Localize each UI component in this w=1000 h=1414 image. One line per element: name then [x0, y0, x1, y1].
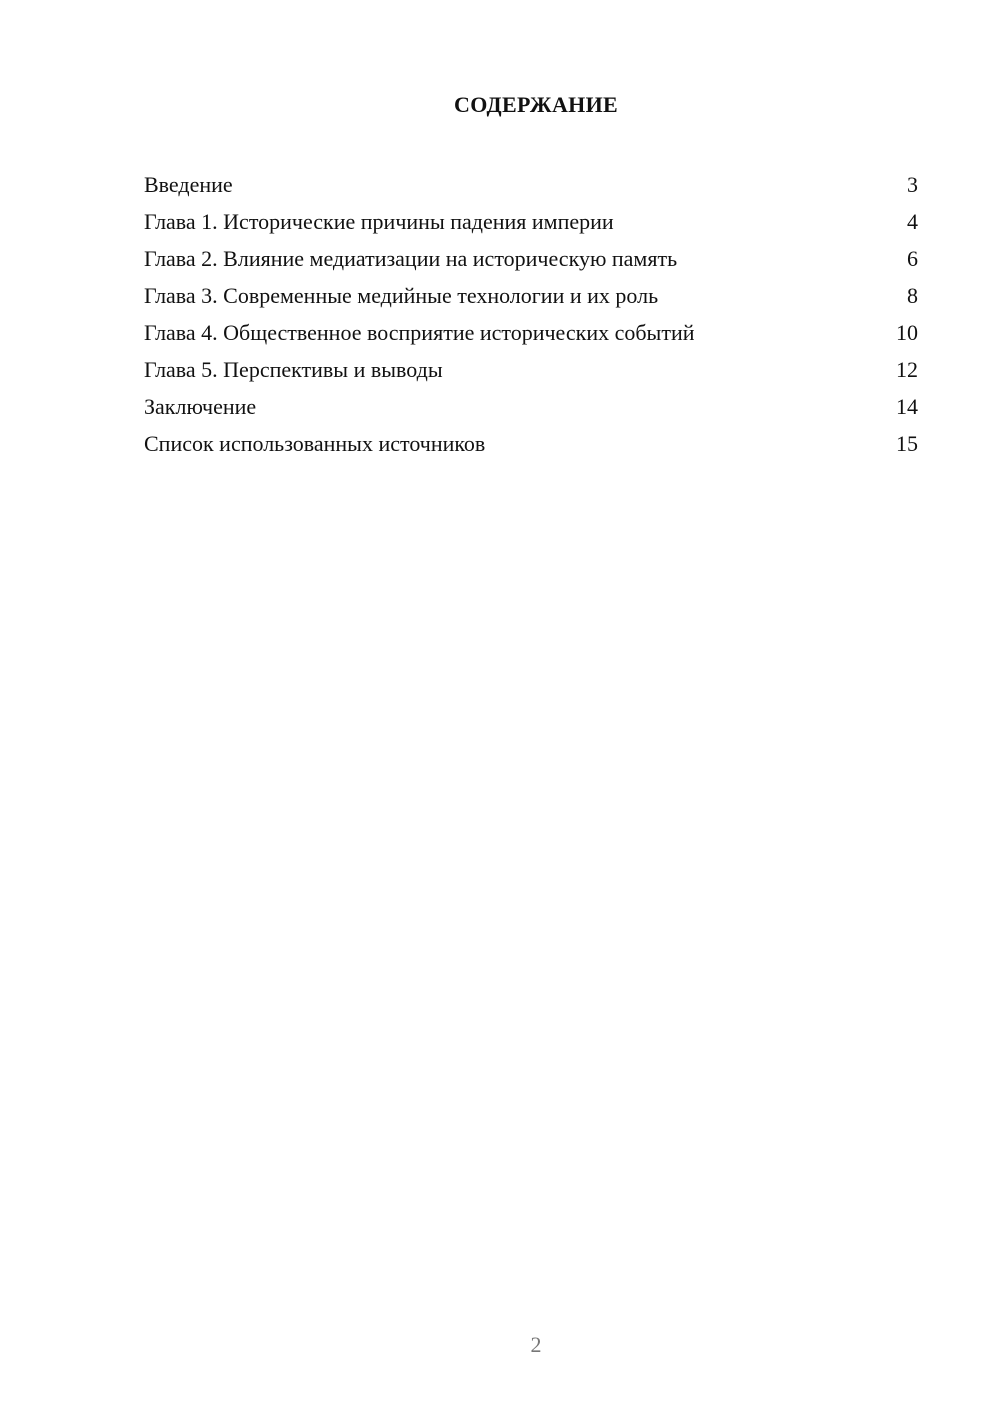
toc-entry-title: Глава 1. Исторические причины падения империи — [144, 209, 614, 234]
toc-entry-page: 10 — [896, 320, 918, 345]
toc-entry-page: 12 — [896, 357, 918, 382]
toc-entry-title: Заключение — [144, 394, 257, 419]
toc-entry-chapter-2 — [144, 240, 918, 277]
toc-entry-title: Глава 2. Влияние медиатизации на историческую память — [144, 246, 678, 271]
toc-entry-references — [144, 425, 918, 462]
toc-heading: СОДЕРЖАНИЕ — [454, 92, 618, 117]
toc-entry-title: Глава 3. Современные медийные технологии и их роль — [144, 283, 659, 308]
toc-entry-title: Глава 4. Общественное восприятие исторических событий — [144, 320, 695, 345]
toc-entry-chapter-3 — [144, 277, 918, 314]
toc-entry-conclusion — [144, 388, 918, 425]
toc-entry-chapter-5 — [144, 351, 918, 388]
toc-entry-page: 4 — [907, 209, 918, 234]
toc-entry-title: Введение — [144, 172, 233, 197]
toc-entry-page: 14 — [896, 394, 918, 419]
toc-entry-introduction — [144, 166, 918, 203]
table-of-contents — [144, 166, 918, 462]
page-number: 2 — [530, 1332, 542, 1357]
toc-entry-page: 15 — [896, 431, 918, 456]
toc-entry-chapter-1 — [144, 203, 918, 240]
toc-entry-page: 3 — [907, 172, 918, 197]
toc-entry-title: Список использованных источников — [144, 431, 486, 456]
toc-entry-title: Глава 5. Перспективы и выводы — [144, 357, 443, 382]
toc-entry-chapter-4 — [144, 314, 918, 351]
toc-entry-page: 6 — [907, 246, 918, 271]
toc-entry-page: 8 — [907, 283, 918, 308]
